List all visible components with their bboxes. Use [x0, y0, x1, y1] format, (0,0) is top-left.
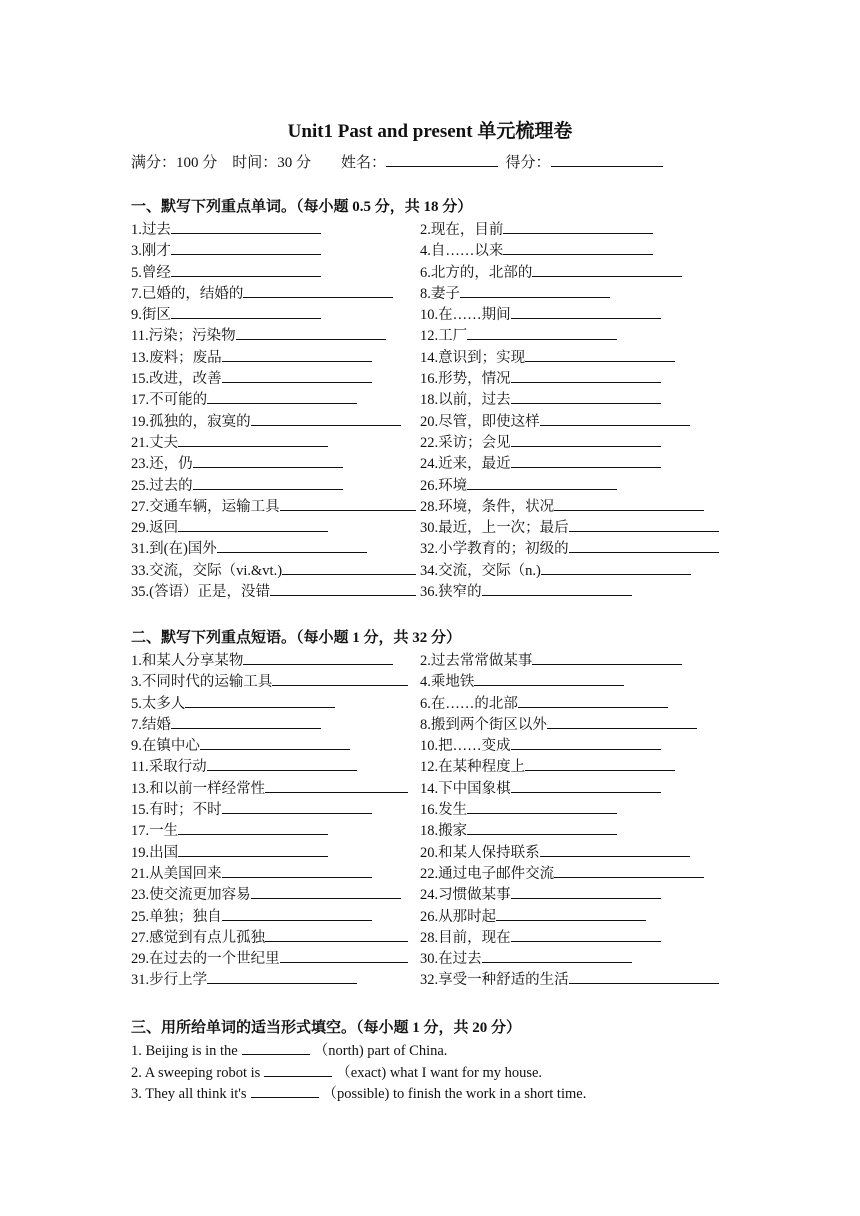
answer-blank[interactable] — [171, 303, 321, 319]
item-label: 21.丈夫 — [131, 434, 179, 451]
list-item — [420, 926, 731, 947]
answer-blank[interactable] — [222, 346, 372, 362]
list-item — [420, 218, 731, 239]
answer-blank[interactable] — [265, 777, 408, 793]
item-label: 17.不可能的 — [131, 392, 208, 409]
answer-blank[interactable] — [185, 692, 335, 708]
item-label: 26.环境 — [420, 477, 468, 494]
item-label: 10.在……期间 — [420, 307, 511, 324]
answer-blank[interactable] — [525, 346, 675, 362]
time-label: 时间：30 分 — [232, 155, 312, 171]
answer-blank[interactable] — [482, 580, 632, 596]
answer-blank[interactable] — [474, 670, 624, 686]
list-item — [131, 862, 420, 883]
item-label: 28.目前，现在 — [420, 929, 511, 946]
list-item — [420, 495, 731, 516]
score-label: 得分： — [505, 155, 551, 171]
item-label: 3.刚才 — [131, 243, 171, 260]
list-item — [131, 431, 420, 452]
answer-blank[interactable] — [178, 516, 328, 532]
answer-blank[interactable] — [280, 495, 416, 511]
list-item — [131, 947, 420, 968]
list-item — [420, 282, 731, 303]
answer-blank[interactable] — [467, 819, 617, 835]
phrases-grid — [131, 649, 731, 990]
item-label: 24.习惯做某事 — [420, 887, 511, 904]
answer-blank[interactable] — [554, 862, 704, 878]
list-item — [131, 968, 420, 989]
list-item — [131, 819, 420, 840]
list-item — [131, 282, 420, 303]
list-item — [420, 388, 731, 409]
item-label: 25.单独；独自 — [131, 908, 222, 925]
answer-blank[interactable] — [264, 1061, 332, 1077]
item-label: 16.形势，情况 — [420, 371, 511, 388]
answer-blank[interactable] — [178, 431, 328, 447]
answer-blank[interactable] — [511, 926, 661, 942]
answer-blank[interactable] — [547, 713, 697, 729]
answer-blank[interactable] — [272, 670, 408, 686]
list-item — [420, 346, 731, 367]
item-label: 27.交通车辆，运输工具 — [131, 498, 280, 515]
list-item — [131, 261, 420, 282]
list-item — [131, 883, 420, 904]
answer-blank[interactable] — [280, 947, 408, 963]
answer-blank[interactable] — [222, 798, 372, 814]
answer-blank[interactable] — [511, 734, 661, 750]
answer-blank[interactable] — [511, 431, 661, 447]
answer-blank[interactable] — [171, 218, 321, 234]
answer-blank[interactable] — [503, 218, 653, 234]
answer-blank[interactable] — [222, 862, 372, 878]
item-label: 29.返回 — [131, 520, 179, 537]
list-item — [131, 452, 420, 473]
list-item — [420, 713, 731, 734]
answer-blank[interactable] — [511, 883, 661, 899]
list-item — [420, 559, 731, 580]
item-label: 6.北方的，北部的 — [420, 264, 533, 281]
item-label: 28.环境，条件，状况 — [420, 498, 555, 515]
item-label: 30.在过去 — [420, 951, 482, 968]
list-item — [131, 777, 420, 798]
list-item — [420, 537, 731, 558]
list-item — [131, 734, 420, 755]
list-item — [420, 516, 731, 537]
item-label: 32.享受一种舒适的生活 — [420, 972, 569, 989]
answer-blank[interactable] — [171, 239, 321, 255]
answer-blank[interactable] — [554, 495, 704, 511]
item-label: 15.有时；不时 — [131, 802, 222, 819]
item-label: 19.出国 — [131, 844, 179, 861]
answer-blank[interactable] — [251, 1082, 319, 1098]
list-item — [131, 474, 420, 495]
answer-blank[interactable] — [541, 559, 691, 575]
item-label: 14.意识到；实现 — [420, 349, 526, 366]
item-label: 8.搬到两个街区以外 — [420, 716, 547, 733]
list-item — [420, 410, 731, 431]
list-item — [131, 670, 420, 691]
list-item — [420, 862, 731, 883]
item-label: 16.发生 — [420, 802, 468, 819]
answer-blank[interactable] — [282, 559, 416, 575]
answer-blank[interactable] — [569, 516, 719, 532]
list-item — [420, 261, 731, 282]
item-label: 11.污染；污染物 — [131, 328, 236, 345]
answer-blank[interactable] — [467, 324, 617, 340]
list-item — [420, 367, 731, 388]
item-label: 3.不同时代的运输工具 — [131, 674, 273, 691]
list-item — [131, 649, 420, 670]
item-label: 13.废料；废品 — [131, 349, 222, 366]
item-label: 31.到(在)国外 — [131, 541, 217, 558]
item-label: 2.过去常常做某事 — [420, 653, 533, 669]
answer-blank[interactable] — [569, 968, 719, 984]
answer-blank[interactable] — [207, 755, 357, 771]
item-label: 12.工厂 — [420, 328, 468, 345]
list-item — [420, 905, 731, 926]
list-item — [420, 755, 731, 776]
item-label: 18.以前，过去 — [420, 392, 511, 409]
answer-blank[interactable] — [178, 841, 328, 857]
answer-blank[interactable] — [251, 883, 401, 899]
answer-blank[interactable] — [467, 474, 617, 490]
answer-blank[interactable] — [236, 324, 386, 340]
item-label: 7.结婚 — [131, 716, 171, 733]
item-label: 18.搬家 — [420, 823, 468, 840]
list-item — [131, 926, 420, 947]
section-phrases-heading: 二、默写下列重点短语。（每小题 1 分，共 32 分） — [131, 630, 462, 646]
answer-blank[interactable] — [511, 452, 661, 468]
answer-blank[interactable] — [511, 777, 661, 793]
sentence-end: （possible) to finish the work in a short time. — [322, 1086, 587, 1102]
item-label: 25.过去的 — [131, 477, 193, 494]
answer-blank[interactable] — [518, 692, 668, 708]
sentence-end: （exact) what I want for my house. — [336, 1064, 543, 1081]
full-score-label: 满分：100 分 — [131, 155, 218, 171]
item-label: 1.和某人分享某物 — [131, 653, 244, 669]
list-item — [131, 713, 420, 734]
list-item — [131, 388, 420, 409]
item-label: 11.采取行动 — [131, 759, 207, 776]
item-label: 19.孤独的，寂寞的 — [131, 413, 251, 430]
list-item — [420, 580, 731, 601]
item-label: 6.在……的北部 — [420, 695, 518, 712]
list-item — [131, 346, 420, 367]
answer-blank[interactable] — [511, 388, 661, 404]
item-label: 2.现在，目前 — [420, 222, 504, 238]
list-item — [131, 580, 420, 601]
list-item — [131, 755, 420, 776]
answer-blank[interactable] — [217, 537, 367, 553]
section-phrases — [131, 627, 731, 990]
answer-blank[interactable] — [193, 474, 343, 490]
item-label: 20.和某人保持联系 — [420, 844, 540, 861]
answer-blank[interactable] — [171, 261, 321, 277]
answer-blank[interactable] — [532, 649, 682, 665]
list-item — [420, 819, 731, 840]
answer-blank[interactable] — [207, 968, 357, 984]
list-item — [420, 777, 731, 798]
answer-blank[interactable] — [222, 367, 372, 383]
item-label: 9.街区 — [131, 307, 171, 324]
list-item — [131, 367, 420, 388]
item-label: 23.使交流更加容易 — [131, 887, 251, 904]
answer-blank[interactable] — [242, 1039, 310, 1055]
item-label: 7.已婚的，结婚的 — [131, 285, 244, 302]
words-grid — [131, 218, 731, 601]
item-label: 20.尽管，即使这样 — [420, 413, 540, 430]
sentence-item — [131, 1082, 771, 1104]
list-item — [420, 649, 731, 670]
answer-blank[interactable] — [532, 261, 682, 277]
list-item — [131, 798, 420, 819]
list-item — [131, 559, 420, 580]
sentence-item — [131, 1061, 771, 1083]
item-label: 27.感觉到有点儿孤独 — [131, 929, 266, 946]
exam-meta — [131, 151, 663, 172]
item-label: 4.自……以来 — [420, 243, 504, 260]
item-label: 32.小学教育的；初级的 — [420, 541, 569, 558]
sentence-start: 3. They all think it's — [131, 1086, 247, 1102]
answer-blank[interactable] — [467, 798, 617, 814]
section-words-heading: 一、默写下列重点单词。（每小题 0.5 分，共 18 分） — [131, 199, 473, 215]
answer-blank[interactable] — [569, 537, 719, 553]
answer-blank[interactable] — [496, 905, 646, 921]
item-label: 5.曾经 — [131, 264, 171, 281]
score-field[interactable] — [551, 152, 663, 167]
answer-blank[interactable] — [265, 926, 408, 942]
item-label: 26.从那时起 — [420, 908, 497, 925]
answer-blank[interactable] — [540, 410, 690, 426]
list-item — [131, 324, 420, 345]
list-item — [131, 841, 420, 862]
answer-blank[interactable] — [525, 755, 675, 771]
item-label: 35.(答语）正是，没错 — [131, 584, 270, 601]
answer-blank[interactable] — [243, 649, 393, 665]
item-label: 29.在过去的一个世纪里 — [131, 951, 280, 968]
list-item — [420, 968, 731, 989]
item-label: 9.在镇中心 — [131, 738, 200, 755]
list-item — [420, 947, 731, 968]
answer-blank[interactable] — [270, 580, 416, 596]
section-fill-in — [131, 1017, 771, 1104]
answer-blank[interactable] — [503, 239, 653, 255]
fill-in-sentences — [131, 1039, 771, 1104]
list-item — [420, 670, 731, 691]
list-item — [420, 883, 731, 904]
answer-blank[interactable] — [511, 303, 661, 319]
sentence-start: 2. A sweeping robot is — [131, 1064, 261, 1081]
item-label: 22.通过电子邮件交流 — [420, 865, 555, 882]
list-item — [131, 516, 420, 537]
item-label: 36.狭窄的 — [420, 584, 482, 601]
answer-blank[interactable] — [251, 410, 401, 426]
item-label: 31.步行上学 — [131, 972, 208, 989]
section-fill-in-heading: 三、用所给单词的适当形式填空。（每小题 1 分，共 20 分） — [131, 1020, 522, 1036]
list-item — [420, 734, 731, 755]
name-label: 姓名： — [341, 155, 387, 171]
item-label: 4.乘地铁 — [420, 674, 475, 691]
answer-blank[interactable] — [200, 734, 350, 750]
list-item — [131, 692, 420, 713]
answer-blank[interactable] — [482, 947, 632, 963]
answer-blank[interactable] — [222, 905, 372, 921]
item-label: 33.交流，交际（vi.&vt.) — [131, 562, 283, 579]
list-item — [420, 239, 731, 260]
list-item — [420, 303, 731, 324]
answer-blank[interactable] — [178, 819, 328, 835]
item-label: 13.和以前一样经常性 — [131, 780, 266, 797]
item-label: 10.把……变成 — [420, 738, 511, 755]
list-item — [420, 452, 731, 473]
list-item — [420, 431, 731, 452]
item-label: 15.改进，改善 — [131, 371, 222, 388]
sentence-start: 1. Beijing is in the — [131, 1043, 238, 1059]
list-item — [420, 798, 731, 819]
item-label: 17.一生 — [131, 823, 179, 840]
sentence-end: （north) part of China. — [313, 1043, 448, 1059]
item-label: 30.最近，上一次；最后 — [420, 520, 569, 537]
name-field[interactable] — [386, 152, 498, 167]
item-label: 14.下中国象棋 — [420, 780, 511, 797]
list-item — [420, 841, 731, 862]
list-item — [131, 218, 420, 239]
sentence-item — [131, 1039, 771, 1061]
item-label: 24.近来，最近 — [420, 456, 511, 473]
item-label: 12.在某种程度上 — [420, 759, 526, 776]
list-item — [131, 410, 420, 431]
section-words — [131, 196, 731, 601]
list-item — [131, 537, 420, 558]
item-label: 1.过去 — [131, 222, 171, 238]
item-label: 23.还，仍 — [131, 456, 193, 473]
list-item — [131, 303, 420, 324]
answer-blank[interactable] — [460, 282, 610, 298]
list-item — [420, 324, 731, 345]
page-title: Unit1 Past and present 单元梳理卷 — [287, 121, 573, 142]
answer-blank[interactable] — [243, 282, 393, 298]
list-item — [131, 495, 420, 516]
answer-blank[interactable] — [511, 367, 661, 383]
list-item — [131, 905, 420, 926]
list-item — [420, 474, 731, 495]
list-item — [420, 692, 731, 713]
item-label: 22.采访；会见 — [420, 434, 511, 451]
answer-blank[interactable] — [171, 713, 321, 729]
list-item — [131, 239, 420, 260]
item-label: 34.交流，交际（n.) — [420, 562, 541, 579]
answer-blank[interactable] — [207, 388, 357, 404]
item-label: 5.太多人 — [131, 695, 186, 712]
item-label: 8.妻子 — [420, 285, 460, 302]
item-label: 21.从美国回来 — [131, 865, 222, 882]
answer-blank[interactable] — [540, 841, 690, 857]
answer-blank[interactable] — [193, 452, 343, 468]
